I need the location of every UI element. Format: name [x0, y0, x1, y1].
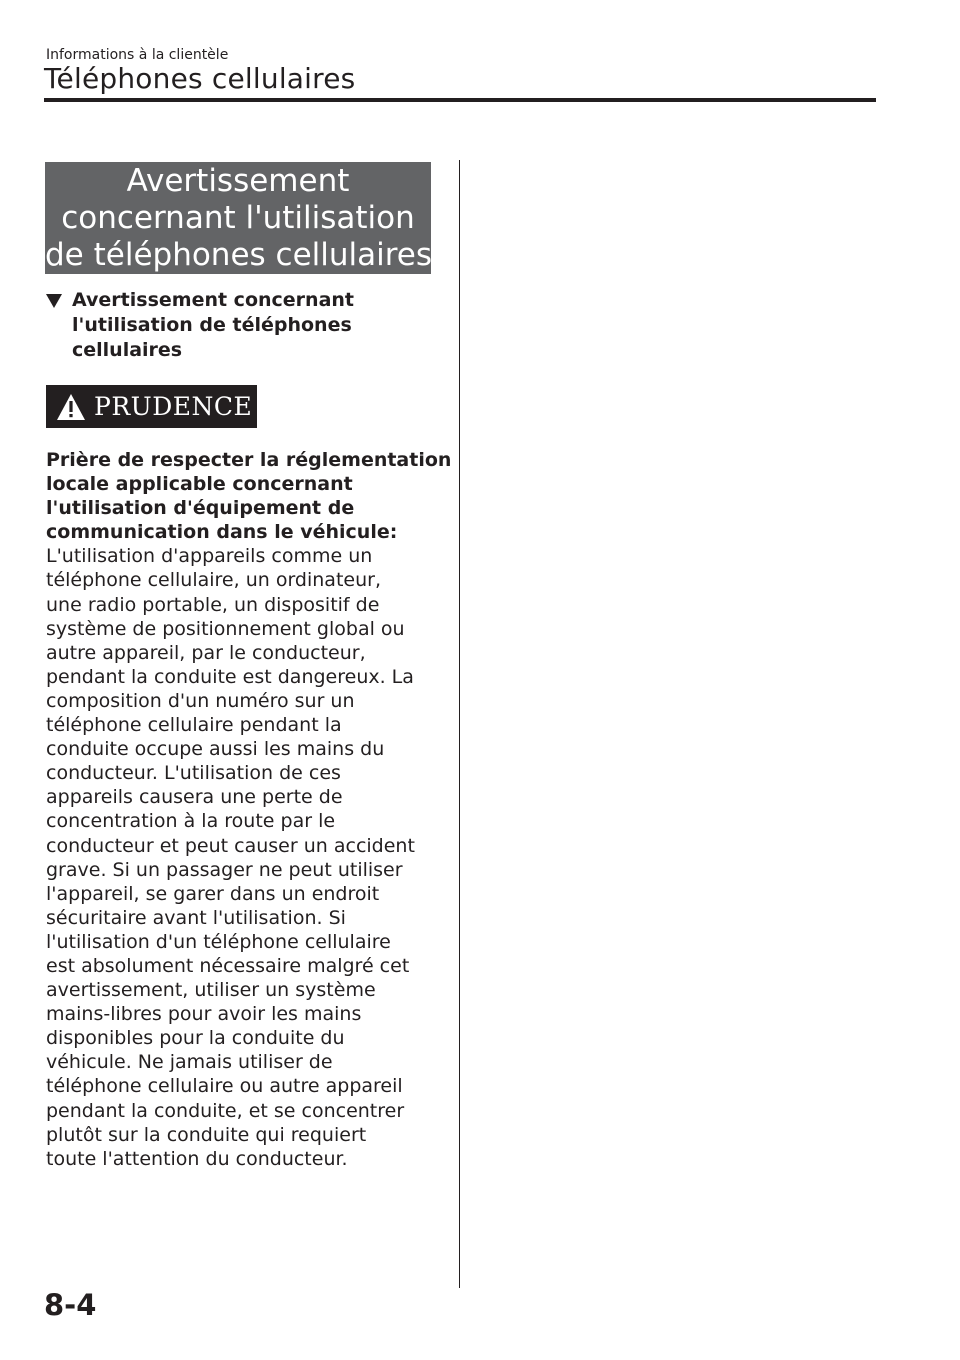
- caution-body-line: mains-libres pour avoir les mains: [46, 1003, 362, 1026]
- section-banner: [45, 162, 431, 274]
- caution-body-line: conducteur et peut causer un accident: [46, 834, 415, 857]
- caution-body-line: disponibles pour la conduite du: [46, 1027, 345, 1050]
- banner-line: concernant l'utilisation: [61, 199, 415, 236]
- caution-body-line: l'appareil, se garer dans un endroit: [46, 882, 380, 905]
- caution-body-line: téléphone cellulaire ou autre appareil: [46, 1075, 403, 1098]
- caution-body-line: l'utilisation d'un téléphone cellulaire: [46, 930, 391, 953]
- caution-body-line: avertissement, utiliser un système: [46, 979, 376, 1002]
- caution-body-line: plutôt sur la conduite qui requiert: [46, 1123, 367, 1146]
- caution-body-line: toute l'attention du conducteur.: [46, 1147, 348, 1170]
- caution-body-line: pendant la conduite, et se concentrer: [46, 1099, 405, 1122]
- caution-bold-line: Prière de respecter la réglementation: [46, 449, 452, 471]
- caution-body-text: [46, 544, 446, 1170]
- caution-body-line: L'utilisation d'appareils comme un: [46, 545, 373, 568]
- subheading-line: cellulaires: [72, 339, 183, 361]
- caution-body-line: est absolument nécessaire malgré cet: [46, 954, 410, 977]
- caution-body-line: autre appareil, par le conducteur,: [46, 641, 366, 664]
- triangle-down-icon: [46, 294, 62, 308]
- caution-body-line: conducteur. L'utilisation de ces: [46, 762, 341, 785]
- caution-body-line: appareils causera une perte de: [46, 786, 343, 809]
- page-number: 8-4: [44, 1288, 97, 1322]
- caution-body-line: téléphone cellulaire, un ordinateur,: [46, 569, 381, 592]
- column-divider: [459, 160, 460, 1288]
- chapter-label: Informations à la clientèle: [46, 47, 229, 63]
- caution-body-line: une radio portable, un dispositif de: [46, 593, 380, 616]
- caution-body-line: concentration à la route par le: [46, 810, 336, 833]
- subheading-line: l'utilisation de téléphones: [72, 314, 352, 336]
- caution-body-line: composition d'un numéro sur un: [46, 689, 355, 712]
- caution-body-line: pendant la conduite est dangereux. La: [46, 665, 414, 688]
- caution-body-line: téléphone cellulaire pendant la: [46, 714, 342, 737]
- banner-line: de téléphones cellulaires: [45, 236, 433, 273]
- caution-body-line: sécuritaire avant l'utilisation. Si: [46, 906, 346, 929]
- subheading-text: [72, 288, 446, 363]
- header-rule: [44, 98, 876, 102]
- warning-triangle-icon: [56, 393, 86, 421]
- caution-body-line: véhicule. Ne jamais utiliser de: [46, 1051, 333, 1074]
- caution-body-line: grave. Si un passager ne peut utiliser: [46, 858, 403, 881]
- caution-body-line: conduite occupe aussi les mains du: [46, 738, 385, 761]
- caution-bold-text: [46, 448, 452, 544]
- caution-label-box: [46, 385, 257, 428]
- caution-bold-line: communication dans le véhicule:: [46, 521, 398, 544]
- caution-text: [46, 448, 452, 1171]
- page-title: Téléphones cellulaires: [44, 62, 356, 95]
- caution-bold-line: l'utilisation d'équipement de: [46, 497, 355, 520]
- banner-line: Avertissement: [126, 162, 350, 199]
- subheading: [46, 288, 446, 363]
- caution-bold-line: locale applicable concernant: [46, 473, 353, 496]
- caution-body-line: système de positionnement global ou: [46, 617, 405, 640]
- caution-label: PRUDENCE: [94, 392, 253, 421]
- subheading-line: Avertissement concernant: [72, 289, 354, 311]
